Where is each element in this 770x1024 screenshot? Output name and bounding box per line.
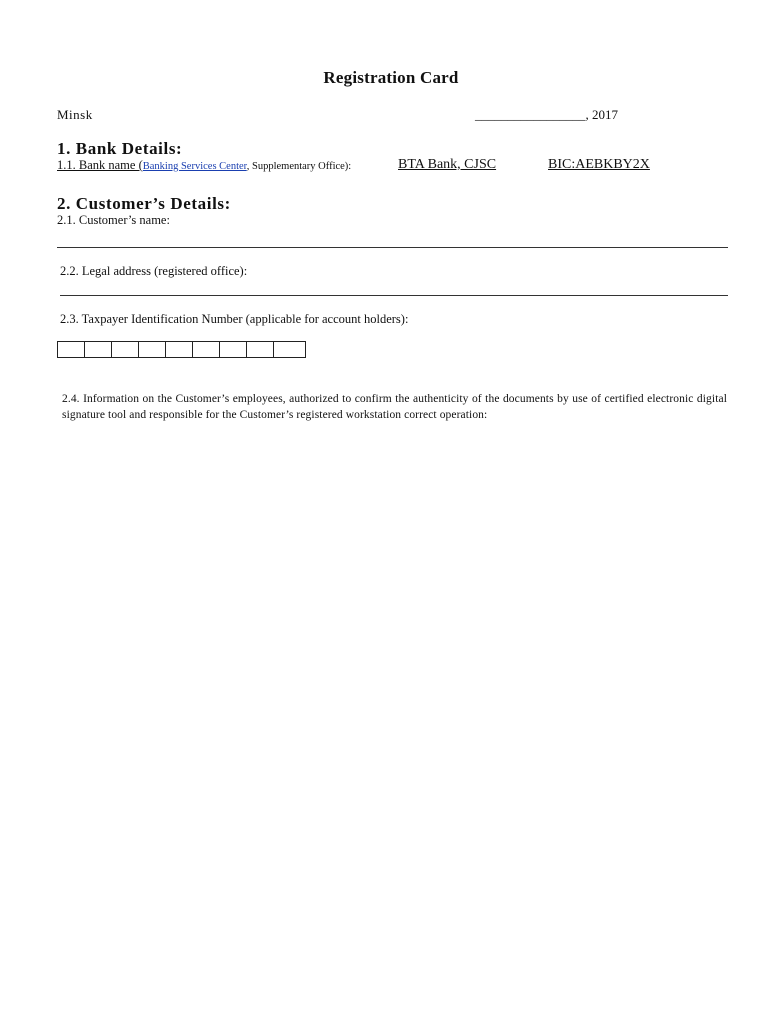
tin-digit-box[interactable]: [112, 342, 139, 357]
date-field[interactable]: _________________, 2017: [475, 107, 618, 122]
customer-name-label: 2.1. Customer’s name:: [57, 213, 170, 227]
bank-name-value: BTA Bank, CJSC: [398, 157, 497, 172]
section-customer-details-heading: 2. Customer’s Details:: [57, 194, 231, 213]
bank-name-label: [57, 158, 351, 173]
legal-address-label: 2.2. Legal address (registered office):: [60, 264, 248, 278]
tin-digit-box[interactable]: [220, 342, 247, 357]
tin-digit-box[interactable]: [193, 342, 220, 357]
tin-digit-box[interactable]: [139, 342, 166, 357]
bic-value: BIC:AEBKBY2X: [548, 157, 650, 172]
tin-input-boxes: [57, 341, 306, 358]
section-bank-details-heading: 1. Bank Details:: [57, 139, 183, 158]
bank-name-label-suffix: , Supplementary Office):: [246, 161, 352, 172]
bank-name-label-prefix: 1.1. Bank name (: [57, 158, 143, 172]
customer-name-line[interactable]: [57, 247, 728, 248]
city-label: Minsk: [57, 107, 93, 122]
tin-digit-box[interactable]: [247, 342, 274, 357]
tin-digit-box[interactable]: [166, 342, 193, 357]
tin-digit-box[interactable]: [58, 342, 85, 357]
legal-address-line[interactable]: [60, 295, 728, 296]
tin-label: 2.3. Taxpayer Identification Number (applicable for account holders):: [60, 312, 409, 326]
employees-info-paragraph: 2.4. Information on the Customer’s employees, authorized to confirm the authenticity of the documents by use of certified electronic digital signature tool and responsible for the Customer’s registered workstation correct operation:: [62, 393, 727, 421]
tin-digit-box[interactable]: [85, 342, 112, 357]
page-title: Registration Card: [323, 68, 459, 87]
banking-services-center-link[interactable]: Banking Services Center: [142, 161, 247, 172]
tin-digit-box[interactable]: [274, 342, 305, 357]
